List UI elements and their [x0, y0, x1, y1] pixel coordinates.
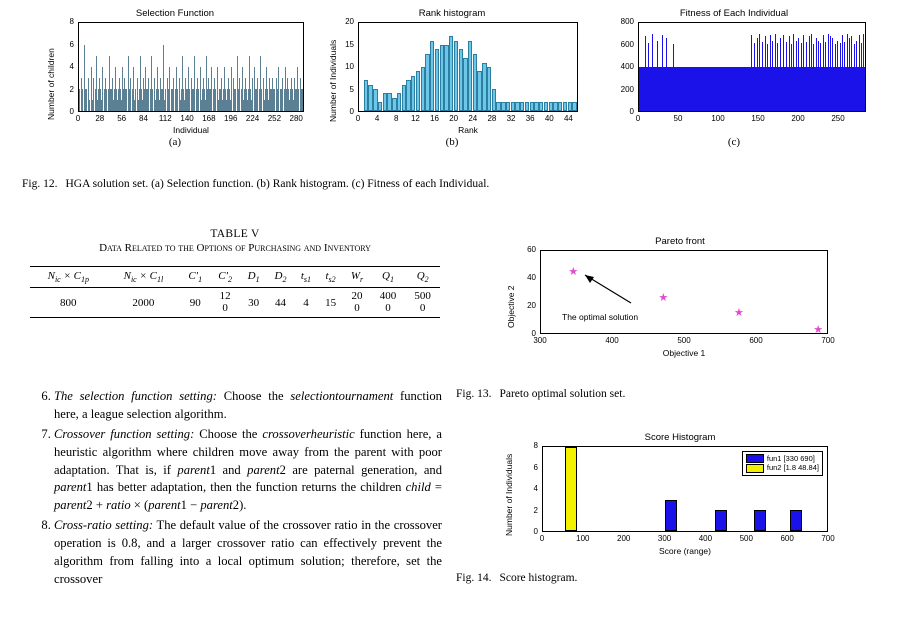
- chart-bar: [302, 89, 303, 111]
- chart-bar: [82, 89, 83, 111]
- chart-bar: [425, 54, 429, 111]
- panel-a-subcaption: (a): [168, 136, 182, 148]
- figure-14-plot: [542, 446, 828, 532]
- axis-tick: 0: [531, 329, 536, 338]
- axis-tick: 400: [605, 336, 619, 345]
- axis-tick: 8: [533, 441, 538, 450]
- list-item: 8. Cross-ratio setting: The default value of the crossover ratio in the crossover operation is 0.8, and a larger crossover ratio can effectively prevent the algorithm from falling into a local optimum solution; therefore, set the crossover: [54, 517, 442, 589]
- figure-14: [500, 432, 860, 564]
- axis-tick: 800: [620, 17, 634, 26]
- chart-bar: [173, 78, 174, 111]
- table-row: [30, 288, 440, 318]
- cell-d2: 44: [275, 296, 287, 309]
- axis-tick: 12: [410, 114, 420, 123]
- figure-12-panel-a: [40, 8, 310, 148]
- table-v-title: TABLE V: [210, 228, 260, 240]
- th-d1: $D_1$: [247, 270, 260, 285]
- chart-bar: [298, 89, 299, 111]
- figure-13-caption: [456, 388, 856, 400]
- panel-c-title: Fitness of Each Individual: [679, 8, 789, 19]
- th-nic-c1p: $N_{ic} \times C_{1p}$: [47, 270, 89, 285]
- axis-tick: 5: [349, 84, 354, 94]
- panel-c-plot: [638, 22, 866, 112]
- figure-14-ylabel: Number of Individuals: [504, 453, 514, 536]
- list-item: 7. Crossover function setting: Choose the crossoverheuristic function here, a heuristic algorithm where children move away from the parent with poor adaptation. That is, if parent1 and parent2 are paternal generation, and parent1 has better adaptation, then the function returns the children child = parent2 + ratio × (parent1 − parent2).: [54, 426, 442, 515]
- panel-b-title: Rank histogram: [418, 8, 486, 19]
- figure-13: [500, 236, 860, 366]
- chart-bar: [544, 102, 548, 111]
- axis-tick: 200: [617, 534, 631, 543]
- figure-13-ylabel: Objective 2: [506, 285, 516, 328]
- axis-tick: 140: [180, 114, 194, 123]
- chart-bar: [152, 89, 153, 111]
- panel-b-xlabel: Rank: [458, 125, 478, 135]
- scatter-point: ★: [813, 323, 824, 336]
- figure-13-annotation: The optimal solution: [562, 312, 639, 322]
- axis-tick: 4: [374, 114, 380, 123]
- figure-12: [40, 8, 870, 148]
- axis-tick: 700: [821, 534, 835, 543]
- chart-bar: [165, 89, 166, 111]
- chart-bar: [249, 56, 250, 111]
- chart-bar: [520, 102, 524, 111]
- chart-bar: [463, 58, 467, 111]
- axis-tick: 4: [533, 484, 538, 493]
- axis-tick: 0: [533, 527, 538, 536]
- chart-bar: [383, 93, 387, 111]
- legend-label: fun2 [1.8 48.84]: [766, 463, 819, 473]
- axis-tick: 400: [620, 62, 634, 71]
- panel-a-title: Selection Function: [135, 8, 215, 19]
- panel-a-xlabel: Individual: [173, 125, 209, 135]
- chart-bar: [224, 67, 225, 111]
- chart-bar: [568, 102, 572, 111]
- chart-bar: [864, 67, 865, 111]
- figure-13-caption-text: Pareto optimal solution set.: [499, 388, 626, 400]
- figure-13-xlabel: Objective 1: [662, 348, 706, 358]
- axis-tick: 250: [831, 114, 845, 123]
- chart-bar: [468, 41, 472, 111]
- chart-bar: [161, 89, 162, 111]
- chart-bar: [430, 41, 434, 111]
- cell-q1: 400 0: [379, 290, 397, 314]
- numbered-list: [30, 388, 442, 589]
- axis-tick: 6: [533, 462, 538, 472]
- axis-tick: 150: [751, 114, 765, 123]
- chart-bar: [282, 78, 283, 111]
- cell-wr: 20 0: [351, 290, 363, 314]
- axis-tick: 56: [117, 114, 127, 123]
- axis-tick: 300: [533, 336, 547, 345]
- chart-bar: [294, 78, 295, 111]
- chart-bar: [416, 71, 420, 111]
- table-header-row: [30, 267, 440, 288]
- axis-tick: 400: [698, 534, 713, 543]
- chart-bar: [198, 89, 199, 111]
- axis-tick: 28: [487, 114, 497, 123]
- chart-bar: [454, 41, 458, 111]
- axis-tick: 0: [349, 107, 354, 116]
- axis-tick: 200: [791, 114, 805, 123]
- axis-tick: 0: [635, 114, 641, 123]
- axis-tick: 252: [267, 114, 282, 123]
- axis-tick: 0: [355, 114, 361, 123]
- cell-q2: 500 0: [414, 290, 431, 314]
- chart-bar: [364, 80, 368, 111]
- chart-bar: [270, 89, 271, 111]
- chart-bar: [185, 78, 186, 111]
- figure-12-panel-b: [322, 8, 582, 148]
- figure-12-caption: [22, 178, 682, 190]
- chart-bar: [177, 89, 178, 111]
- chart-bar: [563, 102, 567, 111]
- chart-bar: [392, 98, 396, 111]
- chart-bar: [119, 78, 120, 111]
- panel-b-plot: [358, 22, 578, 112]
- chart-bar: [144, 89, 145, 111]
- panel-a-ylabel: Number of children: [46, 48, 56, 120]
- chart-bar: [181, 89, 182, 111]
- chart-bar: [157, 67, 158, 111]
- cell-c1: 90: [189, 296, 201, 309]
- panel-b-ylabel: Number of Individuals: [328, 39, 338, 122]
- axis-tick: 100: [576, 534, 590, 543]
- scatter-point: ★: [568, 266, 579, 279]
- chart-bar: [530, 102, 534, 111]
- chart-bar: [235, 89, 236, 111]
- panel-a-plot: [78, 22, 304, 112]
- th-ts2: $t_{s2}$: [325, 270, 336, 285]
- chart-bar: [665, 500, 677, 532]
- axis-tick: 2: [69, 84, 74, 94]
- axis-tick: 84: [139, 114, 148, 123]
- chart-bar: [261, 89, 262, 111]
- cell-ts1: 4: [303, 296, 309, 309]
- chart-bar: [477, 71, 481, 111]
- chart-bar: [368, 85, 372, 111]
- figure-14-caption-label: Fig. 14.: [456, 572, 492, 584]
- th-ts1: $t_{s1}$: [300, 270, 312, 285]
- axis-tick: 20: [527, 301, 536, 310]
- axis-tick: 112: [158, 114, 172, 123]
- chart-bar: [515, 102, 519, 111]
- scatter-point: ★: [658, 291, 669, 304]
- axis-tick: 224: [245, 114, 260, 123]
- chart-bar: [553, 102, 557, 111]
- chart-bar: [534, 102, 538, 111]
- chart-bar: [487, 67, 491, 111]
- figure-14-legend: [742, 451, 823, 476]
- axis-tick: 0: [75, 114, 81, 123]
- chart-bar: [373, 89, 377, 111]
- chart-bar: [397, 93, 401, 111]
- chart-bar: [148, 78, 149, 111]
- axis-tick: 16: [430, 114, 439, 123]
- chart-bar: [449, 36, 453, 111]
- legend-item: [746, 454, 819, 463]
- chart-bar: [565, 447, 577, 531]
- chart-bar: [135, 89, 136, 111]
- chart-bar: [435, 49, 439, 111]
- chart-bar: [278, 67, 279, 111]
- chart-bar: [194, 56, 195, 111]
- chart-bar: [286, 89, 287, 111]
- figure-13-title: Pareto front: [655, 236, 705, 247]
- axis-tick: 600: [620, 39, 634, 49]
- figure-14-caption: [456, 572, 856, 584]
- legend-label: fun1 [330 690]: [766, 454, 815, 463]
- chart-bar: [525, 102, 529, 111]
- chart-bar: [473, 54, 477, 111]
- th-d2: $D_2$: [274, 270, 287, 285]
- axis-tick: 28: [95, 114, 105, 123]
- body-text: [30, 388, 442, 591]
- cell-nic-c1p: 800: [60, 296, 77, 309]
- chart-bar: [79, 89, 80, 111]
- chart-bar: [203, 78, 204, 111]
- axis-tick: 200: [620, 84, 634, 94]
- axis-tick: 8: [69, 17, 74, 26]
- legend-swatch: [746, 464, 764, 473]
- chart-bar: [207, 89, 208, 111]
- cell-d1: 30: [248, 296, 260, 309]
- axis-tick: 50: [673, 114, 683, 123]
- axis-tick: 168: [202, 114, 216, 123]
- chart-bar: [231, 89, 232, 111]
- chart-bar: [506, 102, 510, 111]
- chart-bar: [496, 102, 500, 111]
- chart-bar: [790, 510, 802, 531]
- axis-tick: 44: [563, 114, 573, 123]
- chart-bar: [482, 63, 486, 111]
- figure-12-panel-c: [598, 8, 870, 148]
- chart-bar: [252, 89, 253, 111]
- chart-bar: [189, 89, 190, 111]
- axis-tick: 600: [749, 336, 763, 345]
- chart-bar: [130, 78, 131, 111]
- axis-tick: 4: [69, 62, 74, 71]
- chart-bar: [211, 67, 212, 111]
- chart-bar: [378, 102, 382, 111]
- chart-bar: [411, 76, 415, 111]
- axis-tick: 40: [527, 273, 536, 282]
- axis-tick: 0: [69, 107, 74, 116]
- cell-nic-c1l: 2000: [132, 296, 155, 309]
- cell-c2: 12 0: [219, 290, 231, 314]
- figure-14-xlabel: Score (range): [659, 546, 711, 556]
- cell-ts2: 15: [325, 296, 337, 309]
- chart-bar: [89, 100, 90, 111]
- chart-bar: [444, 45, 448, 111]
- chart-bar: [492, 89, 496, 111]
- chart-bar: [102, 67, 103, 111]
- chart-bar: [539, 102, 543, 111]
- chart-bar: [274, 89, 275, 111]
- legend-item: [746, 463, 819, 472]
- chart-bar: [754, 510, 766, 531]
- axis-tick: 700: [821, 336, 835, 345]
- th-q2: $Q_2$: [416, 270, 429, 285]
- chart-bar: [228, 78, 229, 111]
- figure-14-caption-text: Score histogram.: [499, 572, 578, 584]
- chart-bar: [290, 89, 291, 111]
- axis-tick: 8: [394, 114, 399, 123]
- axis-tick: 500: [677, 336, 691, 345]
- chart-bar: [244, 89, 245, 111]
- th-c2: $C'_2$: [218, 270, 233, 285]
- panel-c-subcaption: (c): [727, 136, 741, 148]
- axis-tick: 100: [711, 114, 725, 123]
- th-q1: $Q_1$: [382, 270, 394, 285]
- annotation-arrow-icon: [541, 251, 829, 335]
- table-v: [30, 228, 440, 318]
- chart-bar: [406, 80, 410, 111]
- scatter-point: ★: [734, 307, 744, 319]
- axis-tick: 0: [629, 107, 634, 116]
- table-v-subtitle: Data Related to the Options of Purchasing and Inventory: [99, 242, 371, 254]
- axis-tick: 20: [345, 17, 354, 26]
- axis-tick: 40: [544, 114, 554, 123]
- chart-bar: [558, 102, 562, 111]
- axis-tick: 36: [525, 114, 535, 123]
- chart-bar: [266, 67, 267, 111]
- chart-bar: [440, 45, 444, 111]
- chart-bar: [572, 102, 576, 111]
- axis-tick: 10: [345, 62, 354, 71]
- chart-bar: [501, 102, 505, 111]
- panel-b-subcaption: (b): [445, 136, 459, 148]
- chart-bar: [126, 89, 127, 111]
- figure-14-title: Score Histogram: [644, 432, 716, 443]
- axis-tick: 500: [739, 534, 753, 543]
- chart-bar: [115, 67, 116, 111]
- axis-tick: 6: [69, 39, 74, 49]
- chart-bar: [220, 89, 221, 111]
- chart-bar: [511, 102, 515, 111]
- chart-bar: [111, 89, 112, 111]
- list-item: 6. The selection function setting: Choose the selectiontournament function here, a league selection algorithm.: [54, 388, 442, 424]
- table-v-grid: [30, 266, 440, 318]
- th-nic-c1l: $N_{ic} \times C_{1l}$: [123, 270, 164, 285]
- figure-12-caption-text: HGA solution set. (a) Selection function. (b) Rank histogram. (c) Fitness of each Individual.: [65, 178, 490, 190]
- axis-tick: 600: [780, 534, 794, 543]
- chart-bar: [715, 510, 727, 531]
- th-c1: $C'_1$: [188, 270, 203, 285]
- chart-bar: [402, 85, 406, 111]
- figure-12-caption-label: Fig. 12.: [22, 178, 58, 190]
- chart-bar: [549, 102, 553, 111]
- chart-bar: [387, 93, 391, 111]
- chart-bar: [257, 78, 258, 111]
- axis-tick: 2: [533, 505, 538, 515]
- chart-bar: [86, 89, 87, 111]
- axis-tick: 24: [468, 114, 478, 123]
- chart-bar: [140, 56, 141, 111]
- figure-13-caption-label: Fig. 13.: [456, 388, 492, 400]
- chart-bar: [123, 89, 124, 111]
- chart-bar: [459, 49, 463, 111]
- chart-bar: [106, 89, 107, 111]
- axis-tick: 32: [506, 114, 516, 123]
- chart-bar: [215, 89, 216, 111]
- chart-bar: [169, 67, 170, 111]
- chart-bar: [98, 89, 99, 111]
- axis-tick: 20: [449, 114, 459, 123]
- axis-tick: 60: [527, 245, 536, 254]
- axis-tick: 280: [289, 114, 303, 123]
- chart-bar: [421, 67, 425, 111]
- axis-tick: 300: [657, 534, 672, 543]
- axis-tick: 15: [345, 39, 354, 49]
- chart-bar: [239, 78, 240, 111]
- axis-tick: 196: [224, 114, 238, 123]
- axis-tick: 0: [539, 534, 545, 543]
- legend-swatch: [746, 454, 764, 463]
- th-wr: $W_r$: [350, 270, 364, 285]
- chart-bar: [93, 78, 94, 111]
